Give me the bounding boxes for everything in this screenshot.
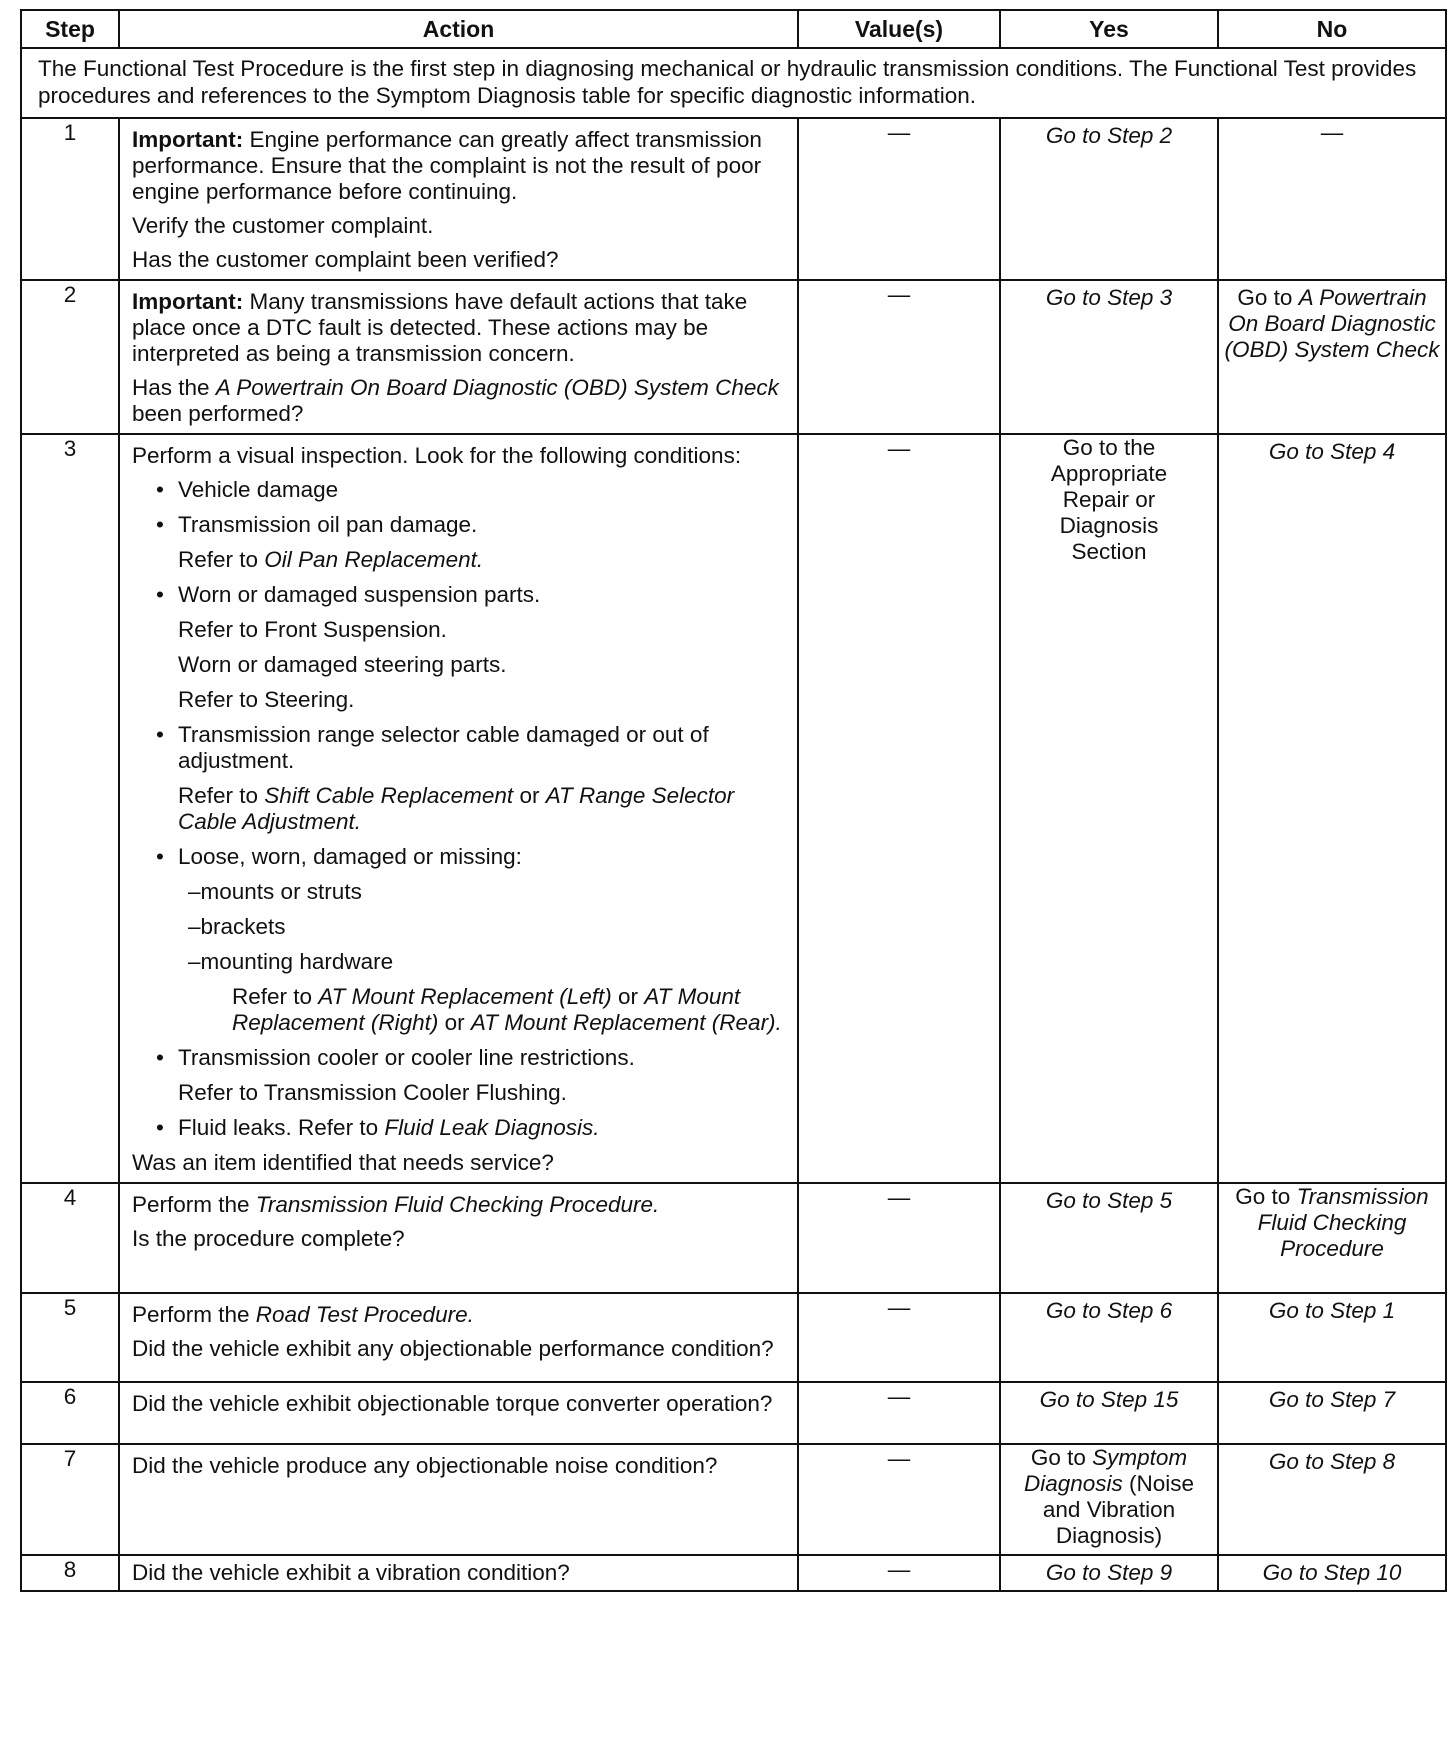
no-result: Go to Step 1 (1218, 1293, 1446, 1382)
table-row (21, 118, 1446, 280)
intro-row (21, 48, 1446, 118)
fluid-checking-link[interactable]: Transmission Fluid Checking Procedure (1257, 1184, 1429, 1261)
action-line: Perform a visual inspection. Look for the following conditions: (132, 443, 742, 468)
action-question: Did the vehicle exhibit objectionable torque converter operation? (132, 1391, 773, 1416)
action-question: Has the customer complaint been verified? (132, 247, 559, 272)
header-row (21, 10, 1446, 48)
step-number: 1 (21, 118, 119, 280)
step-action (119, 1382, 798, 1444)
yes-result: Go to Step 3 (1000, 280, 1218, 434)
fluid-checking-link[interactable]: Transmission Fluid Checking Procedure. (255, 1192, 660, 1217)
action-question: Was an item identified that needs service? (132, 1150, 554, 1175)
header-action: Action (119, 10, 798, 48)
no-result: Go to Step 10 (1218, 1555, 1446, 1591)
yes-result: Go to Symptom Diagnosis (Noise and Vibration Diagnosis) (1000, 1444, 1218, 1555)
step-number: 7 (21, 1444, 119, 1555)
important-text: Many transmissions have default actions that take place once a DTC fault is detected. These actions may be interpreted as being a transmission concern. (132, 289, 748, 366)
header-step: Step (21, 10, 119, 48)
step-value: — (798, 434, 1000, 1183)
step-number: 2 (21, 280, 119, 434)
step-value: — (798, 1444, 1000, 1555)
table-row (21, 1293, 1446, 1382)
step-value: — (798, 1382, 1000, 1444)
no-result: Go to Transmission Fluid Checking Procedure (1218, 1183, 1446, 1293)
header-yes: Yes (1000, 10, 1218, 48)
step-action (119, 434, 798, 1183)
step-value: — (798, 280, 1000, 434)
step-action (119, 118, 798, 280)
obd-check-link[interactable]: A Powertrain On Board Diagnostic (OBD) System Check (1224, 285, 1440, 362)
sub-list-item: – mounting hardware Refer to AT Mount Replacement (Left) or AT Mount Replacement (Right) or AT Mount Replacement (Rear). (188, 949, 787, 1036)
no-result: — (1218, 118, 1446, 280)
fluid-leak-link[interactable]: Fluid Leak Diagnosis. (384, 1115, 600, 1140)
sub-list (178, 879, 787, 1036)
shift-cable-link[interactable]: Shift Cable Replacement (264, 783, 514, 808)
range-selector-link[interactable]: AT Range Selector Cable Adjustment. (178, 783, 735, 834)
mount-left-link[interactable]: AT Mount Replacement (Left) (318, 984, 612, 1009)
action-question: Did the vehicle exhibit a vibration condition? (132, 1560, 570, 1585)
road-test-link[interactable]: Road Test Procedure. (255, 1302, 474, 1327)
no-result: Go to Step 8 (1218, 1444, 1446, 1555)
step-value: — (798, 1555, 1000, 1591)
no-result: Go to Step 4 (1218, 434, 1446, 1183)
yes-result: Go to Step 2 (1000, 118, 1218, 280)
step-number: 5 (21, 1293, 119, 1382)
step-number: 4 (21, 1183, 119, 1293)
table-row (21, 434, 1446, 1183)
step-action (119, 1444, 798, 1555)
step-value: — (798, 1293, 1000, 1382)
important-text: Engine performance can greatly affect transmission performance. Ensure that the complaint is not the result of poor engine performance before continuing. (132, 127, 762, 204)
condition-list (132, 477, 787, 1141)
intro-text: The Functional Test Procedure is the first step in diagnosing mechanical or hydraulic transmission conditions. The Functional Test provides procedures and references to the Symptom Diagnosis table for specific diagnostic information. (21, 48, 1446, 118)
action-question: Is the procedure complete? (132, 1226, 405, 1251)
step-number: 8 (21, 1555, 119, 1591)
action-line: Verify the customer complaint. (132, 213, 434, 238)
oil-pan-link[interactable]: Oil Pan Replacement. (264, 547, 484, 572)
list-item: • Transmission oil pan damage. Refer to Oil Pan Replacement. (178, 512, 787, 573)
yes-result: Go to Step 6 (1000, 1293, 1218, 1382)
important-label: Important: (132, 127, 244, 152)
step-value: — (798, 1183, 1000, 1293)
table-row (21, 280, 1446, 434)
action-question: Did the vehicle produce any objectionable noise condition? (132, 1453, 718, 1478)
symptom-diagnosis-link[interactable]: Symptom Diagnosis (1023, 1445, 1188, 1496)
list-item: • Vehicle damage (178, 477, 787, 503)
list-item: • Worn or damaged suspension parts. Refer to Front Suspension. Worn or damaged steering parts. Refer to Steering. (178, 582, 787, 713)
action-question: Did the vehicle exhibit any objectionable performance condition? (132, 1336, 774, 1361)
yes-result: Go to Step 9 (1000, 1555, 1218, 1591)
step-action (119, 1555, 798, 1591)
sub-list-item: – brackets (188, 914, 787, 940)
header-no: No (1218, 10, 1446, 48)
mount-rear-link[interactable]: AT Mount Replacement (Rear). (470, 1010, 782, 1035)
step-action: Perform the Transmission Fluid Checking Procedure. Is the procedure complete? (119, 1183, 798, 1293)
action-question: Has the A Powertrain On Board Diagnostic (OBD) System Check been performed? (132, 375, 779, 426)
step-number: 6 (21, 1382, 119, 1444)
table-row (21, 1444, 1446, 1555)
mount-right-link[interactable]: AT Mount Replacement (Right) (232, 984, 741, 1035)
no-result: Go to A Powertrain On Board Diagnostic (OBD) System Check (1218, 280, 1446, 434)
step-value: — (798, 118, 1000, 280)
step-action (119, 280, 798, 434)
step-number: 3 (21, 434, 119, 1183)
functional-test-table (20, 9, 1447, 1592)
yes-result: Go to Step 5 (1000, 1183, 1218, 1293)
yes-result: Go to the Appropriate Repair or Diagnosis Section (1000, 434, 1218, 1183)
table-row (21, 1183, 1446, 1293)
important-label: Important: (132, 289, 244, 314)
step-action: Perform the Road Test Procedure. Did the vehicle exhibit any objectionable performance condition? (119, 1293, 798, 1382)
list-item: • Fluid leaks. Refer to Fluid Leak Diagnosis. (178, 1115, 787, 1141)
sub-list-item: – mounts or struts (188, 879, 787, 905)
list-item: • Transmission cooler or cooler line restrictions. Refer to Transmission Cooler Flushing. (178, 1045, 787, 1106)
list-item: • Loose, worn, damaged or missing: – mounts or struts – brackets – mounting hardware Refer to AT Mount Replacement (Left) or AT Mount Replacement (Right) or AT Mount Replacement (Rear). (178, 844, 787, 1036)
table-row (21, 1555, 1446, 1591)
yes-result: Go to Step 15 (1000, 1382, 1218, 1444)
no-result: Go to Step 7 (1218, 1382, 1446, 1444)
obd-check-link[interactable]: A Powertrain On Board Diagnostic (OBD) System Check (215, 375, 779, 400)
header-values: Value(s) (798, 10, 1000, 48)
list-item: • Transmission range selector cable damaged or out of adjustment. Refer to Shift Cable Replacement or AT Range Selector Cable Adjustment. (178, 722, 787, 835)
table-row (21, 1382, 1446, 1444)
